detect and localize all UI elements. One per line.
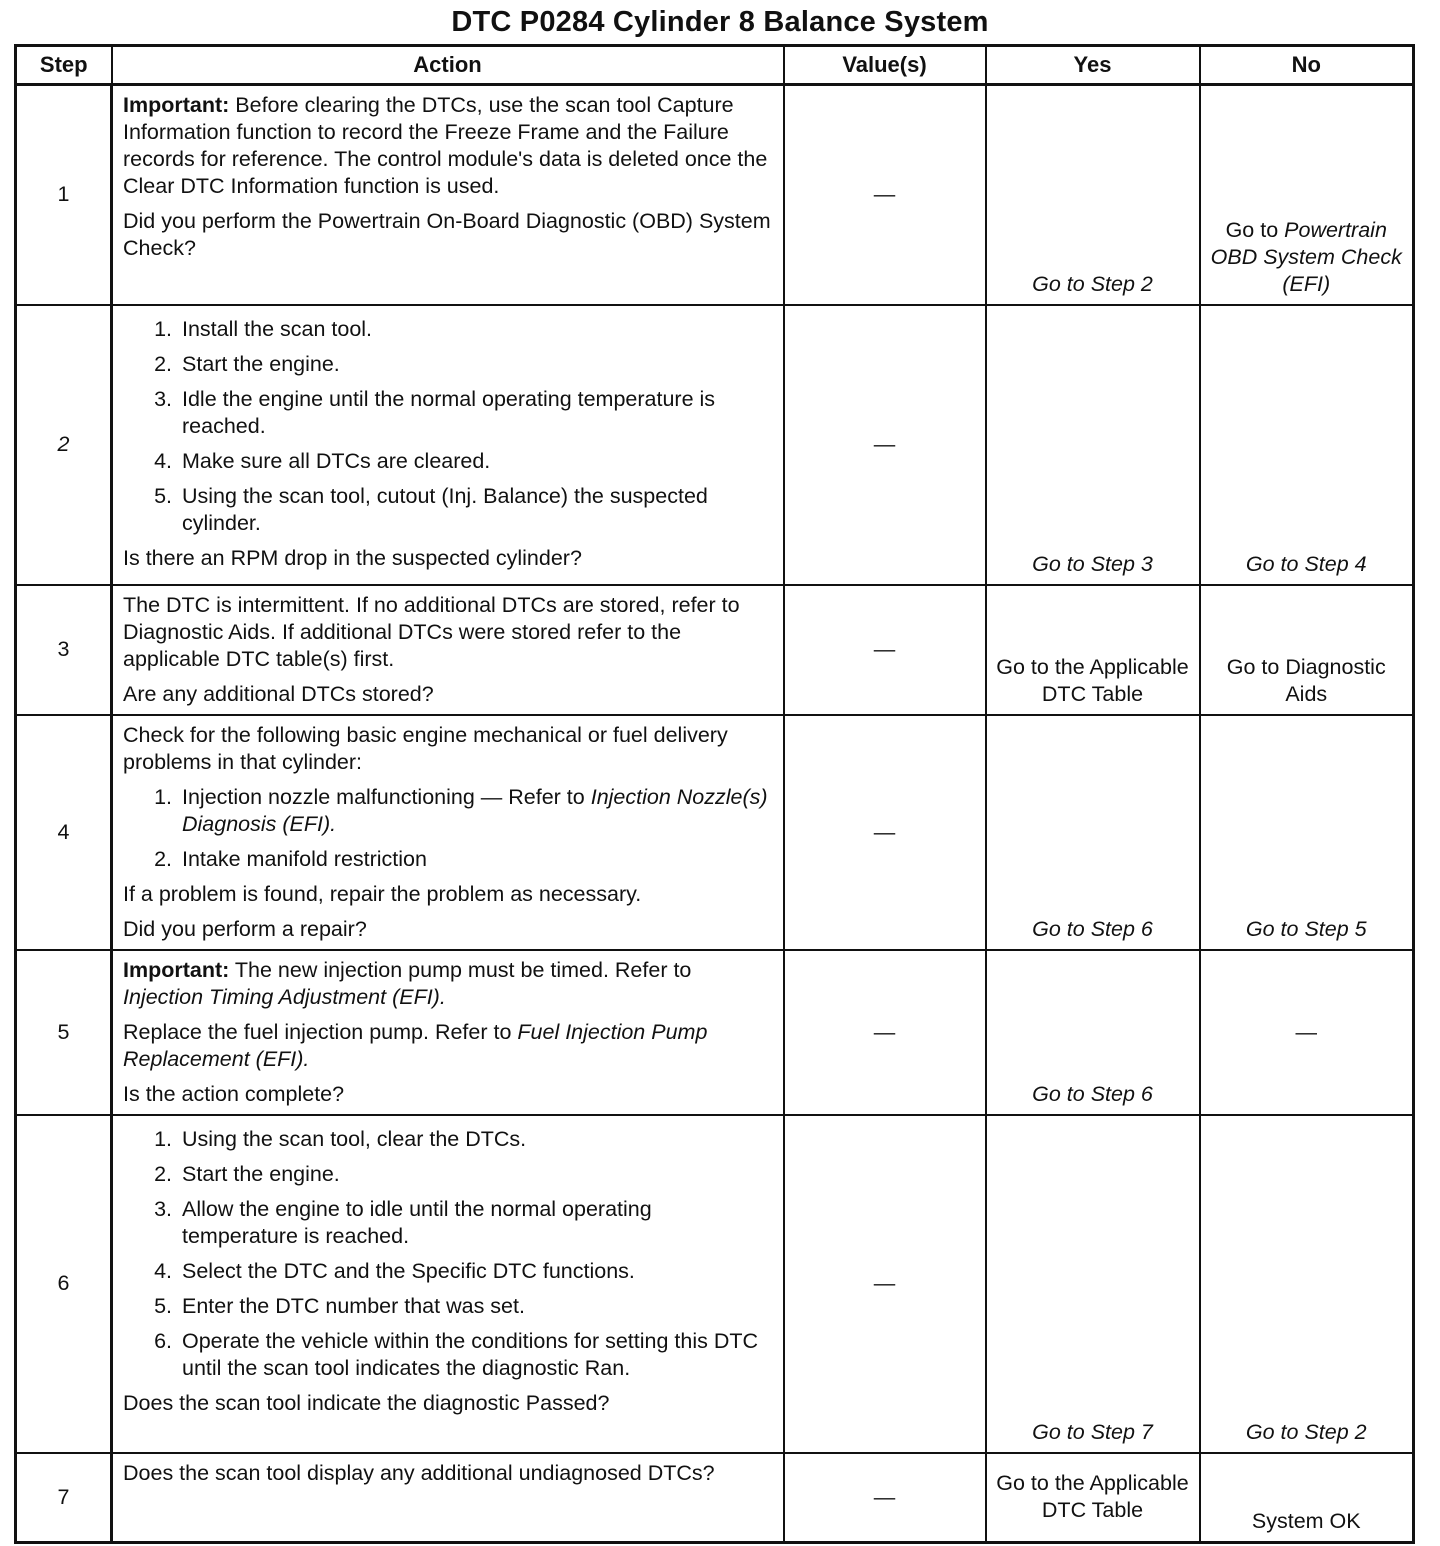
header-step: Step bbox=[16, 46, 112, 85]
important-reference: Injection Timing Adjustment (EFI). bbox=[123, 984, 446, 1009]
note-text: If a problem is found, repair the problem as necessary. bbox=[123, 881, 642, 906]
replace-note bbox=[123, 1019, 773, 1073]
replace-text: Replace the fuel injection pump. Refer to bbox=[123, 1019, 518, 1044]
yes-link: Go to Step 2 bbox=[1032, 271, 1153, 296]
list-item: 5. Using the scan tool, cutout (Inj. Balance) the suspected cylinder. bbox=[178, 483, 773, 537]
list-item: 2. Start the engine. bbox=[178, 1161, 773, 1188]
header-action: Action bbox=[112, 46, 784, 85]
table-row bbox=[16, 715, 1414, 950]
list-item: 3. Allow the engine to idle until the normal operating temperature is reached. bbox=[178, 1196, 773, 1250]
list-item: 2. Start the engine. bbox=[178, 351, 773, 378]
yes-link: Go to the Applicable DTC Table bbox=[996, 1471, 1189, 1523]
list-item: 2. Intake manifold restriction bbox=[178, 846, 773, 873]
important-note bbox=[123, 957, 773, 1011]
value-cell: — bbox=[784, 1453, 986, 1543]
question-text: Are any additional DTCs stored? bbox=[123, 681, 434, 706]
action-cell bbox=[112, 715, 784, 950]
action-cell bbox=[112, 950, 784, 1115]
action-cell bbox=[112, 1115, 784, 1453]
yes-link: Go to Step 3 bbox=[1032, 551, 1153, 576]
no-cell bbox=[1200, 85, 1414, 305]
no-cell bbox=[1200, 585, 1414, 715]
value-cell: — bbox=[784, 85, 986, 305]
table-row bbox=[16, 305, 1414, 585]
header-no: No bbox=[1200, 46, 1414, 85]
action-cell bbox=[112, 85, 784, 305]
step-number: 1 bbox=[16, 85, 112, 305]
value-cell: — bbox=[784, 1115, 986, 1453]
yes-cell bbox=[986, 85, 1200, 305]
diagnostic-table bbox=[14, 44, 1415, 1544]
no-cell bbox=[1200, 305, 1414, 585]
value-cell: — bbox=[784, 715, 986, 950]
no-cell: — bbox=[1200, 950, 1414, 1115]
yes-cell bbox=[986, 1115, 1200, 1453]
list-item: 1. Using the scan tool, clear the DTCs. bbox=[178, 1126, 773, 1153]
no-link: Go to Step 2 bbox=[1245, 1419, 1367, 1444]
list-item: 4. Select the DTC and the Specific DTC functions. bbox=[178, 1258, 773, 1285]
important-note bbox=[123, 92, 773, 200]
question-text: Is there an RPM drop in the suspected cylinder? bbox=[123, 545, 582, 570]
no-cell bbox=[1200, 1453, 1414, 1543]
table-row bbox=[16, 950, 1414, 1115]
procedure-list bbox=[123, 1126, 773, 1382]
table-row bbox=[16, 85, 1414, 305]
step-number: 3 bbox=[16, 585, 112, 715]
step-number: 5 bbox=[16, 950, 112, 1115]
page-title: DTC P0284 Cylinder 8 Balance System bbox=[451, 6, 989, 38]
table-row bbox=[16, 1115, 1414, 1453]
question-text: Did you perform a repair? bbox=[123, 916, 367, 941]
item-prefix: Injection nozzle malfunctioning — Refer to bbox=[182, 784, 591, 809]
table-row bbox=[16, 585, 1414, 715]
step-number: 7 bbox=[16, 1453, 112, 1543]
question-text: Is the action complete? bbox=[123, 1081, 345, 1106]
important-text: Before clearing the DTCs, use the scan tool Capture Information function to record the Freeze Frame and the Failure records for reference. The control module's data is deleted once the Clear DTC Information function is used. bbox=[123, 93, 768, 198]
procedure-list bbox=[123, 784, 773, 873]
procedure-list bbox=[123, 316, 773, 537]
list-item bbox=[178, 784, 773, 838]
step-number: 6 bbox=[16, 1115, 112, 1453]
no-link: Go to Diagnostic Aids bbox=[1226, 654, 1386, 706]
value-cell: — bbox=[784, 305, 986, 585]
question-text: Does the scan tool indicate the diagnostic Passed? bbox=[123, 1390, 610, 1415]
value-cell: — bbox=[784, 950, 986, 1115]
no-cell bbox=[1200, 1115, 1414, 1453]
instruction-text: The DTC is intermittent. If no additional DTCs are stored, refer to Diagnostic Aids. If additional DTCs were stored refer to the applicable DTC table(s) first. bbox=[123, 592, 740, 671]
step-number: 4 bbox=[16, 715, 112, 950]
no-link: System OK bbox=[1251, 1509, 1361, 1533]
important-text: The new injection pump must be timed. Refer to bbox=[229, 957, 692, 982]
header-row bbox=[16, 46, 1414, 85]
list-item: 4. Make sure all DTCs are cleared. bbox=[178, 448, 773, 475]
important-label: Important: bbox=[123, 93, 230, 117]
value-cell: — bbox=[784, 585, 986, 715]
no-cell bbox=[1200, 715, 1414, 950]
yes-link: Go to Step 7 bbox=[1032, 1419, 1153, 1444]
list-item: 5. Enter the DTC number that was set. bbox=[178, 1293, 773, 1320]
table-row bbox=[16, 1453, 1414, 1543]
yes-link: Go to Step 6 bbox=[1032, 1081, 1153, 1106]
list-item: 1. Install the scan tool. bbox=[178, 316, 773, 343]
instruction-text: Check for the following basic engine mechanical or fuel delivery problems in that cylinder: bbox=[123, 722, 728, 774]
header-yes: Yes bbox=[986, 46, 1200, 85]
yes-cell bbox=[986, 950, 1200, 1115]
no-link: Go to Step 4 bbox=[1245, 551, 1367, 576]
yes-link: Go to the Applicable DTC Table bbox=[996, 654, 1189, 706]
no-reference: Powertrain OBD System Check (EFI) bbox=[1210, 217, 1402, 296]
header-values: Value(s) bbox=[784, 46, 986, 85]
yes-cell bbox=[986, 715, 1200, 950]
question-text: Does the scan tool display any additional undiagnosed DTCs? bbox=[123, 1460, 715, 1485]
step-number: 2 bbox=[16, 305, 112, 585]
no-link: Go to Step 5 bbox=[1245, 916, 1367, 941]
item-reference: Injection Nozzle(s) Diagnosis (EFI). bbox=[182, 784, 768, 836]
question-text: Did you perform the Powertrain On-Board Diagnostic (OBD) System Check? bbox=[123, 209, 771, 260]
list-item: 3. Idle the engine until the normal operating temperature is reached. bbox=[178, 386, 773, 440]
yes-cell bbox=[986, 305, 1200, 585]
list-item: 6. Operate the vehicle within the conditions for setting this DTC until the scan tool indicates the diagnostic Ran. bbox=[178, 1328, 773, 1382]
important-label: Important: bbox=[123, 957, 230, 982]
no-prefix: Go to bbox=[1225, 217, 1285, 242]
yes-cell bbox=[986, 1453, 1200, 1543]
yes-link: Go to Step 6 bbox=[1032, 916, 1153, 941]
replace-reference: Fuel Injection Pump Replacement (EFI). bbox=[123, 1019, 708, 1071]
action-cell bbox=[112, 1453, 784, 1543]
yes-cell bbox=[986, 585, 1200, 715]
action-cell bbox=[112, 585, 784, 715]
action-cell bbox=[112, 305, 784, 585]
